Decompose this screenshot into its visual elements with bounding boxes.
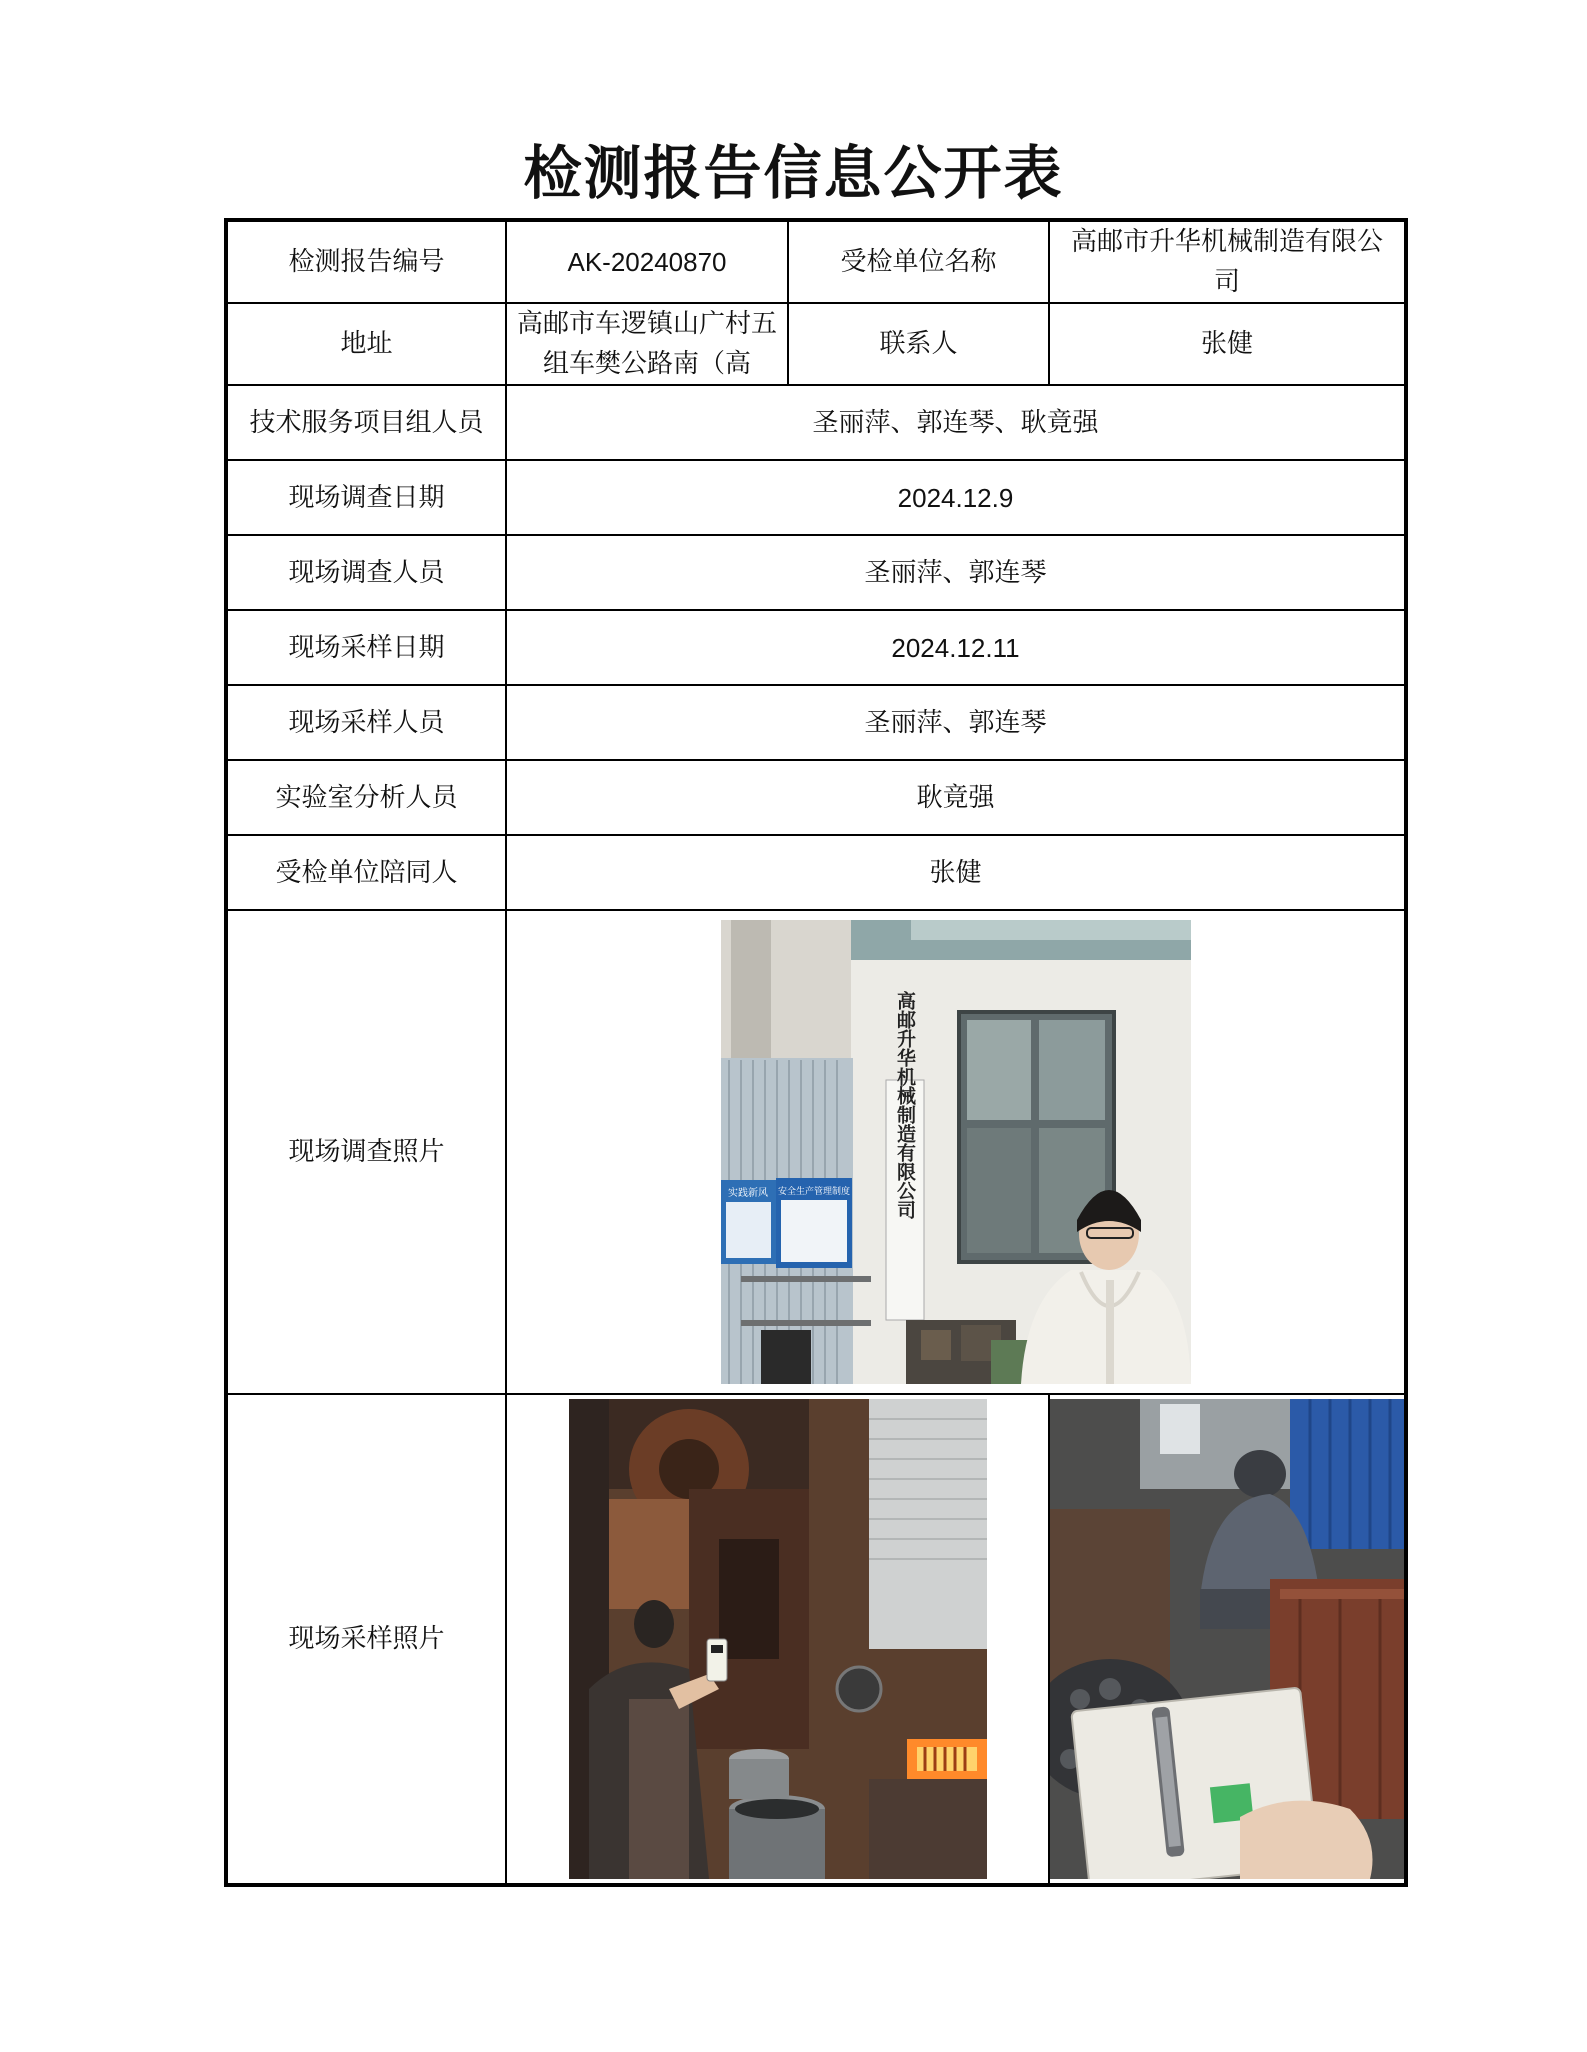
row-sampling-date bbox=[226, 610, 1406, 685]
cell-sampling-photo-2 bbox=[1049, 1394, 1406, 1885]
row-survey-date bbox=[226, 460, 1406, 535]
label-sampling-staff: 现场采样人员 bbox=[226, 685, 506, 760]
sampling-photo-1 bbox=[569, 1399, 987, 1879]
row-address bbox=[226, 303, 1406, 385]
value-contact: 张健 bbox=[1049, 303, 1406, 385]
label-address: 地址 bbox=[226, 303, 506, 385]
value-sampling-staff: 圣丽萍、郭连琴 bbox=[506, 685, 1406, 760]
row-report-no bbox=[226, 220, 1406, 303]
company-sign bbox=[894, 990, 916, 1219]
value-sampling-date: 2024.12.11 bbox=[506, 610, 1406, 685]
cell-survey-photo bbox=[506, 910, 1406, 1394]
board-right-text: 安全生产管理制度 bbox=[777, 1187, 850, 1197]
label-escort: 受检单位陪同人 bbox=[226, 835, 506, 910]
row-sampling-photo bbox=[226, 1394, 1406, 1885]
label-unit-name: 受检单位名称 bbox=[788, 220, 1049, 303]
sampling-photo-2 bbox=[1050, 1399, 1406, 1879]
survey-photo bbox=[721, 920, 1191, 1384]
row-escort bbox=[226, 835, 1406, 910]
label-survey-staff: 现场调查人员 bbox=[226, 535, 506, 610]
label-survey-date: 现场调查日期 bbox=[226, 460, 506, 535]
label-contact: 联系人 bbox=[788, 303, 1049, 385]
board-left-text: 实践新风 bbox=[727, 1188, 768, 1199]
label-lab-staff: 实验室分析人员 bbox=[226, 760, 506, 835]
value-address: 高邮市车逻镇山广村五组车樊公路南（高 bbox=[506, 303, 788, 385]
value-team: 圣丽萍、郭连琴、耿竟强 bbox=[506, 385, 1406, 460]
row-lab-staff bbox=[226, 760, 1406, 835]
label-sampling-photo: 现场采样照片 bbox=[226, 1394, 506, 1885]
value-escort: 张健 bbox=[506, 835, 1406, 910]
label-survey-photo: 现场调查照片 bbox=[226, 910, 506, 1394]
label-report-no: 检测报告编号 bbox=[226, 220, 506, 303]
cell-sampling-photo-1 bbox=[506, 1394, 1049, 1885]
svg-text:高邮升华机械制造有限公司: 高邮升华机械制造有限公司 bbox=[893, 991, 916, 1219]
value-survey-date: 2024.12.9 bbox=[506, 460, 1406, 535]
page-title: 检测报告信息公开表 bbox=[523, 139, 1064, 207]
row-team bbox=[226, 385, 1406, 460]
row-sampling-staff bbox=[226, 685, 1406, 760]
row-survey-photo bbox=[226, 910, 1406, 1394]
value-unit-name: 高邮市升华机械制造有限公司 bbox=[1049, 220, 1406, 303]
label-team: 技术服务项目组人员 bbox=[226, 385, 506, 460]
value-survey-staff: 圣丽萍、郭连琴 bbox=[506, 535, 1406, 610]
label-sampling-date: 现场采样日期 bbox=[226, 610, 506, 685]
value-report-no: AK-20240870 bbox=[506, 220, 788, 303]
report-table bbox=[224, 218, 1408, 1887]
row-survey-staff bbox=[226, 535, 1406, 610]
value-lab-staff: 耿竟强 bbox=[506, 760, 1406, 835]
